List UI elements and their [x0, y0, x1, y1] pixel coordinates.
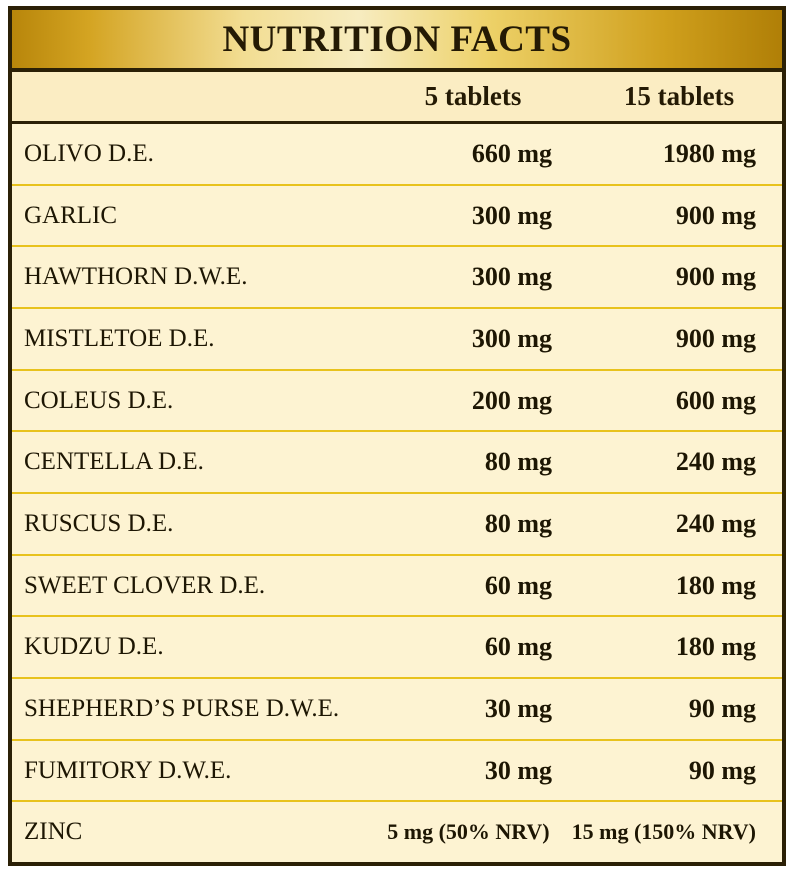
- table-row: [12, 741, 782, 803]
- dose-5-tablets: 60 mg: [484, 632, 552, 662]
- dose-5-tablets: 300 mg: [471, 262, 552, 292]
- dose-15-tablets: 240 mg: [675, 508, 756, 538]
- table-row: [12, 679, 782, 741]
- dose-15-tablets: 900 mg: [675, 323, 756, 353]
- table-row: [12, 432, 782, 494]
- nutrient-name: CENTELLA D.E.: [24, 448, 204, 476]
- dose-5-tablets: 200 mg: [471, 385, 552, 415]
- table-row: [12, 247, 782, 309]
- dose-5-tablets: 660 mg: [471, 138, 552, 168]
- dose-5-tablets: 30 mg: [484, 755, 552, 785]
- nutrient-name: SWEET CLOVER D.E.: [24, 571, 266, 599]
- dose-5-tablets: 80 mg: [484, 447, 552, 477]
- table-row: [12, 186, 782, 248]
- dose-5-tablets: 30 mg: [484, 693, 552, 723]
- table-row: [12, 802, 782, 862]
- nutrient-name: COLEUS D.E.: [24, 386, 174, 414]
- nutrition-facts-panel: [8, 6, 786, 866]
- nutrient-name: MISTLETOE D.E.: [24, 324, 215, 352]
- nutrient-name: HAWTHORN D.W.E.: [24, 263, 248, 291]
- table-header-row: [12, 72, 782, 124]
- table-row: [12, 124, 782, 186]
- dose-15-tablets: 900 mg: [675, 262, 756, 292]
- table-body: [12, 124, 782, 862]
- dose-5-tablets: 5 mg (50% NRV): [387, 819, 550, 845]
- page-title: NUTRITION FACTS: [222, 18, 572, 60]
- dose-5-tablets: 80 mg: [484, 508, 552, 538]
- dose-15-tablets: 90 mg: [688, 755, 756, 785]
- dose-15-tablets: 15 mg (150% NRV): [571, 819, 756, 845]
- nutrient-name: ZINC: [24, 818, 83, 846]
- table-row: [12, 494, 782, 556]
- nutrient-name: SHEPHERD’S PURSE D.W.E.: [24, 694, 340, 722]
- dose-15-tablets: 900 mg: [675, 200, 756, 230]
- nutrient-name: KUDZU D.E.: [24, 633, 164, 661]
- dose-5-tablets: 60 mg: [484, 570, 552, 600]
- dose-15-tablets: 240 mg: [675, 447, 756, 477]
- dose-15-tablets: 180 mg: [675, 570, 756, 600]
- nutrient-name: FUMITORY D.W.E.: [24, 756, 232, 784]
- dose-15-tablets: 600 mg: [675, 385, 756, 415]
- dose-15-tablets: 90 mg: [688, 693, 756, 723]
- nutrient-name: RUSCUS D.E.: [24, 509, 174, 537]
- table-row: [12, 556, 782, 618]
- dose-15-tablets: 180 mg: [675, 632, 756, 662]
- table-row: [12, 371, 782, 433]
- table-row: [12, 617, 782, 679]
- column-header-5-tablets: 5 tablets: [424, 81, 522, 111]
- title-bar: [12, 10, 782, 72]
- table-row: [12, 309, 782, 371]
- column-header-15-tablets: 15 tablets: [623, 81, 735, 111]
- dose-15-tablets: 1980 mg: [662, 138, 756, 168]
- nutrient-name: OLIVO D.E.: [24, 139, 154, 167]
- dose-5-tablets: 300 mg: [471, 200, 552, 230]
- dose-5-tablets: 300 mg: [471, 323, 552, 353]
- nutrient-name: GARLIC: [24, 201, 118, 229]
